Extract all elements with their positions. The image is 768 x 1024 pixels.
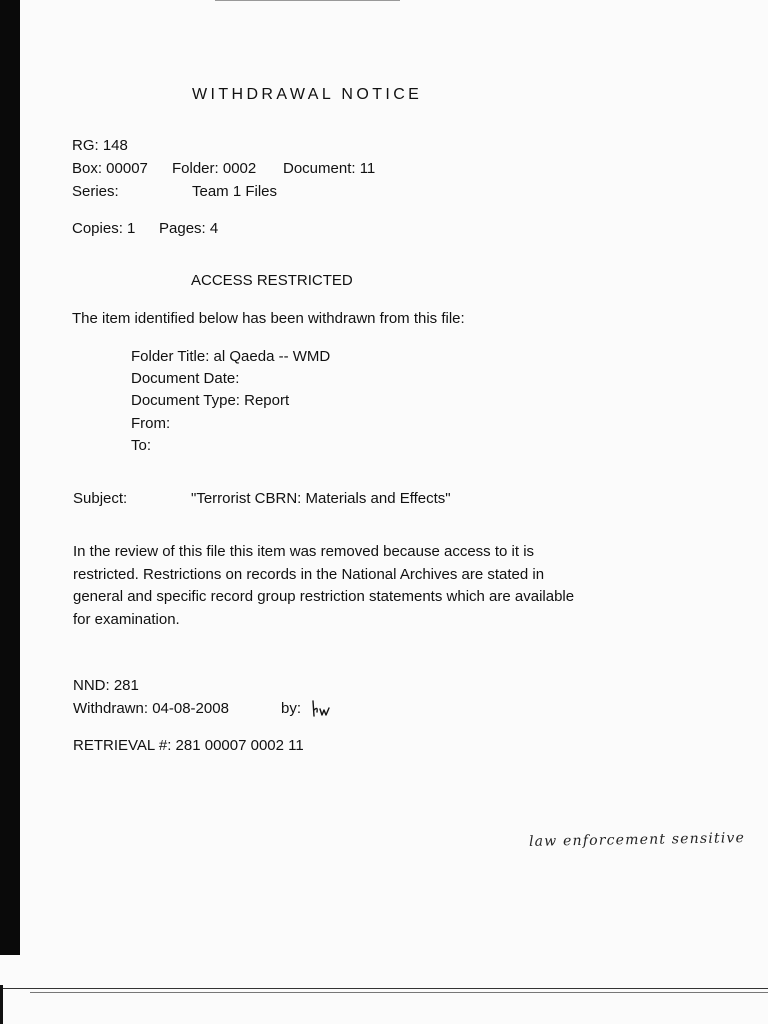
box-field: Box: 00007	[72, 160, 148, 177]
nnd-field: NND: 281	[73, 677, 139, 694]
folder-title-field: Folder Title: al Qaeda -- WMD	[131, 348, 331, 365]
rg-field: RG: 148	[72, 137, 128, 154]
pages-field: Pages: 4	[159, 220, 219, 237]
copies-field: Copies: 1	[72, 220, 136, 237]
subject-label: Subject:	[73, 490, 128, 507]
paragraph-line: for examination.	[73, 610, 180, 628]
notice-title: WITHDRAWAL NOTICE	[192, 86, 423, 103]
to-field: To:	[131, 437, 152, 454]
scan-corner-tick	[0, 985, 3, 1024]
paragraph-line: restricted. Restrictions on records in the National Archives are stated in	[73, 565, 545, 583]
scan-edge-bar	[0, 0, 20, 955]
series-value: Team 1 Files	[192, 183, 278, 200]
initials-signature	[309, 699, 331, 719]
handwritten-note: law enforcement sensitive	[528, 830, 746, 850]
paragraph-line: general and specific record group restriction statements which are available	[73, 588, 575, 605]
document-date-field: Document Date:	[131, 370, 240, 387]
document-type-field: Document Type: Report	[131, 392, 290, 409]
withdrawn-date-field: Withdrawn: 04-08-2008	[73, 700, 229, 717]
by-label: by:	[281, 700, 302, 717]
subject-value: "Terrorist CBRN: Materials and Effects"	[191, 490, 451, 507]
retrieval-number: RETRIEVAL #: 281 00007 0002 11	[73, 737, 304, 754]
withdrawn-intro: The item identified below has been withdrawn from this file:	[72, 310, 465, 327]
from-field: From:	[131, 415, 171, 432]
restriction-paragraph	[73, 541, 633, 631]
folder-field: Folder: 0002	[172, 160, 257, 177]
scan-top-rule	[215, 0, 400, 1]
scan-bottom-rule-secondary	[30, 992, 768, 993]
paragraph-line: In the review of this file this item was removed because access to it is	[73, 543, 535, 560]
access-restricted-heading: ACCESS RESTRICTED	[191, 272, 353, 289]
scan-bottom-rule	[0, 988, 768, 989]
document-field: Document: 11	[283, 160, 376, 177]
series-label: Series:	[72, 183, 119, 200]
